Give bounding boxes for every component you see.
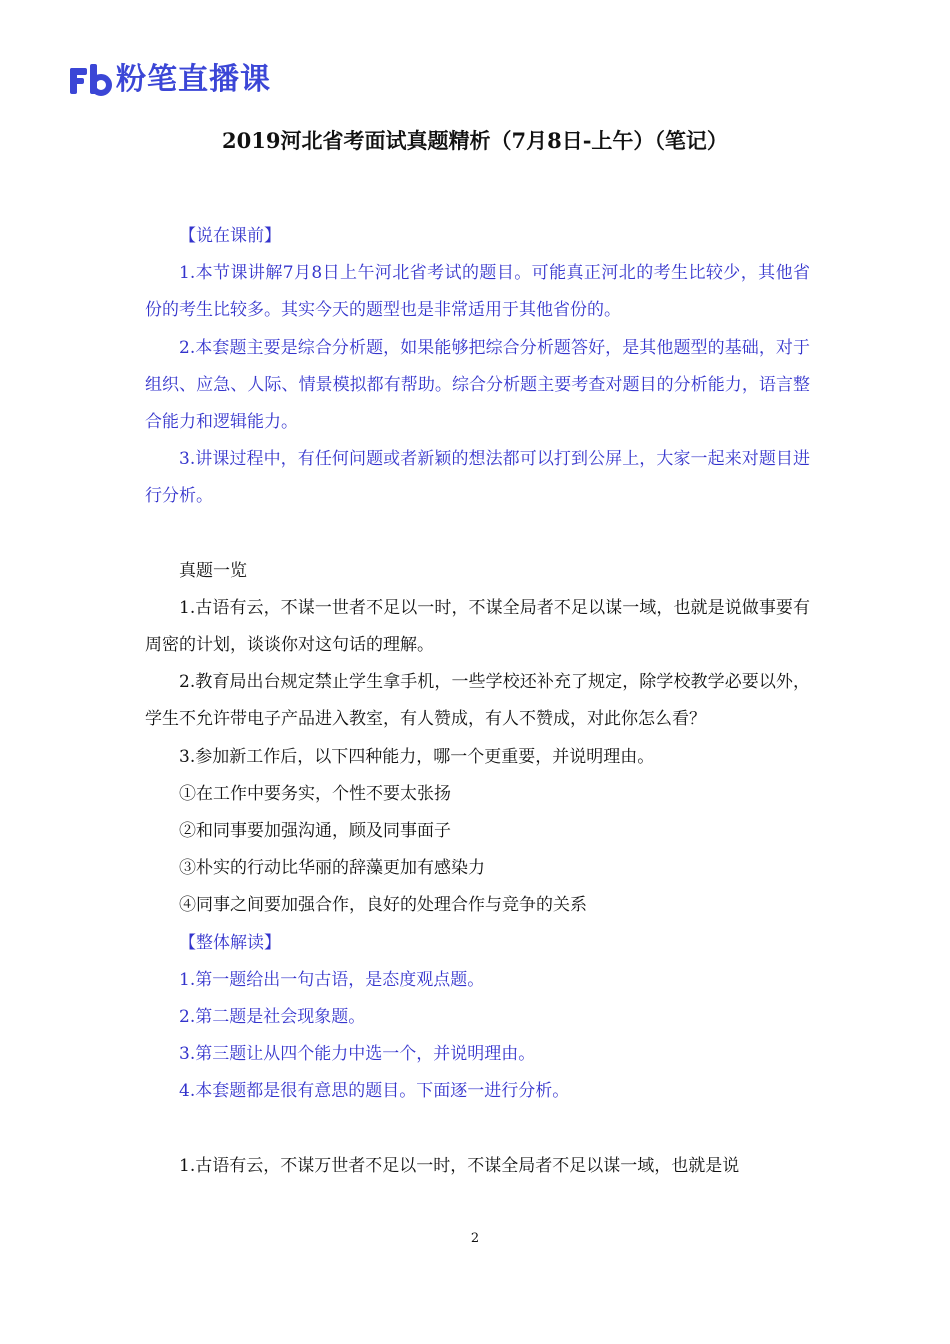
question-1: 1.古语有云，不谋一世者不足以一时，不谋全局者不足以谋一域，也就是说做事要有周密的计划，谈谈你对这句话的理解。 bbox=[145, 597, 810, 656]
intro-heading: 【说在课前】 bbox=[179, 226, 281, 246]
question-3-option: ②和同事要加强沟通，顾及同事面子 bbox=[179, 821, 451, 842]
brand-logo bbox=[68, 60, 271, 100]
overview-item: 1.第一题给出一句古语，是态度观点题。 bbox=[179, 969, 485, 990]
spacer bbox=[145, 1111, 810, 1148]
page-number: 2 bbox=[470, 1231, 480, 1246]
logo-text: 粉笔直播课 bbox=[116, 62, 271, 97]
intro-item: 1.本节课讲解7月8日上午河北省考试的题目。可能真正河北的考生比较少，其他省份的考生比较多。其实今天的题型也是非常适用于其他省份的。 bbox=[145, 263, 810, 321]
intro-item: 3.讲课过程中，有任何问题或者新颖的想法都可以打到公屏上，大家一起来对题目进行分析。 bbox=[145, 449, 810, 507]
question-3-option: ③朴实的行动比华丽的辞藻更加有感染力 bbox=[179, 858, 485, 879]
overview-heading: 【整体解读】 bbox=[179, 932, 281, 953]
overview-item: 2.第二题是社会现象题。 bbox=[179, 1007, 366, 1028]
question-3: 3.参加新工作后，以下四种能力，哪一个更重要，并说明理由。 bbox=[179, 746, 655, 767]
question-3-option: ④同事之间要加强合作，良好的处理合作与竞争的关系 bbox=[179, 895, 587, 916]
overview-item: 4.本套题都是很有意思的题目。下面逐一进行分析。 bbox=[179, 1081, 570, 1102]
question-2: 2.教育局出台规定禁止学生拿手机，一些学校还补充了规定，除学校教学必要以外，学生不允许带电子产品进入教室，有人赞成，有人不赞成，对此你怎么看？ bbox=[145, 672, 810, 730]
document-body bbox=[145, 218, 810, 1185]
document-title: 2019河北省考面试真题精析（7月8日-上午）（笔记） bbox=[222, 128, 728, 153]
intro-item: 2.本套题主要是综合分析题，如果能够把综合分析题答好，是其他题型的基础，对于组织、应急、人际、情景模拟都有帮助。综合分析题主要考查对题目的分析能力，语言整合能力和逻辑能力。 bbox=[145, 337, 810, 433]
spacer bbox=[145, 516, 810, 553]
overview-item: 3.第三题让从四个能力中选一个，并说明理由。 bbox=[179, 1044, 536, 1065]
fenbi-logo-icon bbox=[68, 62, 112, 98]
analysis-first-line: 1.古语有云，不谋万世者不足以一时，不谋全局者不足以谋一域，也就是说 bbox=[179, 1155, 740, 1176]
questions-heading: 真题一览 bbox=[179, 560, 247, 581]
question-3-option: ①在工作中要务实，个性不要太张扬 bbox=[179, 783, 451, 804]
